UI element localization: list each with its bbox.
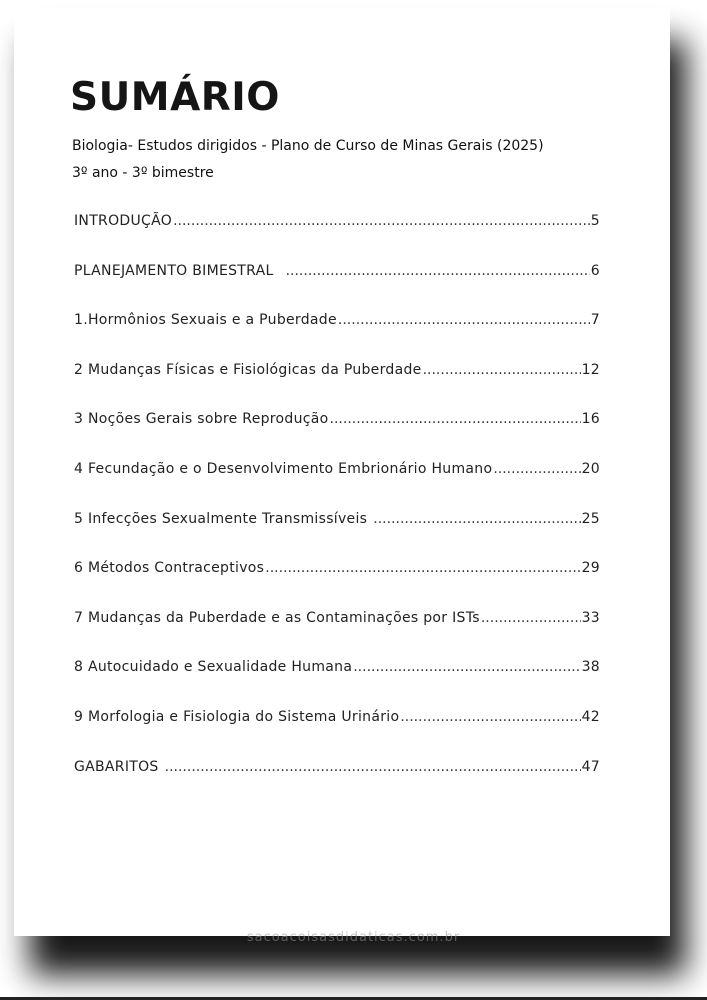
watermark-text: sacoacoisasdidaticas.com.br (246, 930, 461, 945)
toc-entry-label: 9 Morfologia e Fisiologia do Sistema Urinário (74, 708, 400, 725)
toc-leader-dots (400, 709, 580, 725)
toc-leader-dots (338, 312, 590, 328)
toc-leader-dots (481, 610, 581, 626)
toc-entry (74, 709, 600, 759)
toc-entry (74, 560, 600, 610)
toc-leader-dots (493, 461, 580, 477)
toc-entry-page: 33 (581, 609, 600, 626)
toc-entry-label: 1.Hormônios Sexuais e a Puberdade (74, 312, 337, 329)
toc-entry-label: 8 Autocuidado e Sexualidade Humana (74, 659, 353, 676)
toc-entry (74, 312, 600, 362)
document-page (14, 8, 670, 936)
toc-entry-page: 6 (590, 262, 600, 279)
toc-entry (74, 263, 600, 313)
toc-leader-dots (265, 560, 580, 576)
table-of-contents (74, 213, 600, 808)
toc-leader-dots (165, 759, 581, 775)
toc-entry-label: 2 Mudanças Físicas e Fisiológicas da Puberdade (74, 361, 422, 378)
toc-entry (74, 213, 600, 263)
toc-entry (74, 411, 600, 461)
toc-entry-page: 38 (581, 659, 600, 676)
toc-leader-dots (353, 659, 580, 675)
toc-entry-page: 29 (581, 560, 600, 577)
toc-entry-label: 7 Mudanças da Puberdade e as Contaminações por ISTs (74, 609, 480, 626)
toc-entry-label: 5 Infecções Sexualmente Transmissíveis (74, 510, 368, 527)
toc-leader-dots (173, 213, 590, 229)
toc-entry (74, 362, 600, 412)
toc-leader-dots (373, 511, 580, 527)
toc-entry (74, 659, 600, 709)
subtitle-course: Biologia- Estudos dirigidos - Plano de Curso de Minas Gerais (2025) (72, 138, 544, 154)
toc-entry (74, 511, 600, 561)
toc-entry-label: 4 Fecundação e o Desenvolvimento Embrionário Humano (74, 460, 493, 477)
toc-entry-page: 25 (581, 510, 600, 527)
toc-entry-page: 16 (581, 411, 600, 428)
toc-entry-page: 42 (581, 708, 600, 725)
page-title: SUMÁRIO (70, 75, 280, 120)
toc-entry-page: 5 (590, 213, 600, 229)
toc-entry-label: PLANEJAMENTO BIMESTRAL (74, 262, 274, 279)
toc-entry-label: 6 Métodos Contraceptivos (74, 560, 265, 577)
toc-entry (74, 759, 600, 809)
toc-entry-label: GABARITOS (74, 758, 159, 775)
toc-leader-dots (423, 362, 581, 378)
toc-leader-dots (330, 411, 581, 427)
toc-entry-page: 47 (581, 758, 600, 775)
toc-entry-page: 12 (581, 361, 600, 378)
toc-entry-label: INTRODUÇÃO (74, 213, 173, 229)
toc-entry (74, 461, 600, 511)
toc-entry (74, 610, 600, 660)
toc-entry-page: 7 (590, 312, 600, 329)
subtitle-grade: 3º ano - 3º bimestre (72, 165, 214, 181)
toc-leader-dots (286, 263, 590, 279)
toc-entry-label: 3 Noções Gerais sobre Reprodução (74, 411, 329, 428)
toc-entry-page: 20 (581, 460, 600, 477)
